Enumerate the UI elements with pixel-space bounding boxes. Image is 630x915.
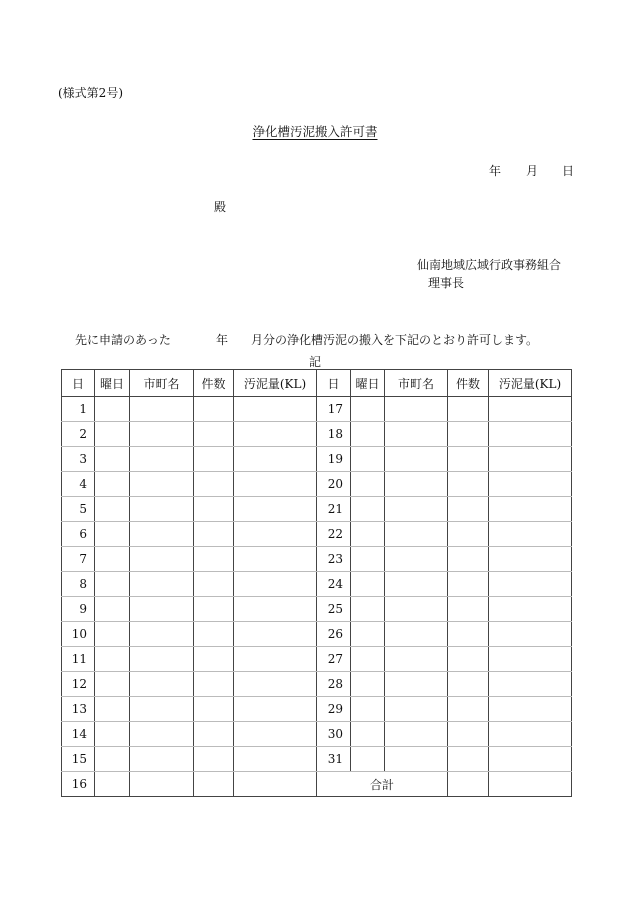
municipality-cell[interactable] [385,722,448,747]
municipality-cell[interactable] [130,622,194,647]
weekday-cell[interactable] [95,522,130,547]
sludge-volume-cell[interactable] [489,597,572,622]
count-cell[interactable] [194,397,234,422]
municipality-cell[interactable] [385,672,448,697]
weekday-cell[interactable] [351,672,385,697]
municipality-cell[interactable] [385,547,448,572]
municipality-cell[interactable] [385,747,448,772]
weekday-cell[interactable] [351,647,385,672]
weekday-cell[interactable] [351,697,385,722]
weekday-cell[interactable] [351,597,385,622]
header-sludge-volume: 汚泥量(KL) [489,370,572,397]
count-cell[interactable] [448,397,489,422]
day-number-cell: 4 [62,472,95,497]
table-row [62,397,572,422]
header-weekday: 曜日 [351,370,385,397]
day-number-cell: 20 [317,472,351,497]
weekday-cell[interactable] [351,397,385,422]
count-cell[interactable] [448,722,489,747]
sludge-volume-cell[interactable] [234,422,317,447]
weekday-cell[interactable] [95,547,130,572]
total-label-cell: 合計 [317,772,448,797]
day-number-cell: 22 [317,522,351,547]
count-cell[interactable] [194,522,234,547]
day-number-cell: 16 [62,772,95,797]
table-row [62,497,572,522]
day-number-cell: 13 [62,697,95,722]
date-month-label: 月 [526,164,539,178]
municipality-cell[interactable] [130,722,194,747]
count-cell[interactable] [448,547,489,572]
table-row [62,747,572,772]
municipality-cell[interactable] [385,472,448,497]
count-cell[interactable] [194,672,234,697]
day-number-cell: 19 [317,447,351,472]
sludge-volume-cell[interactable] [234,772,317,797]
weekday-cell[interactable] [95,497,130,522]
sludge-volume-cell[interactable] [489,472,572,497]
municipality-cell[interactable] [130,497,194,522]
day-number-cell: 23 [317,547,351,572]
header-weekday: 曜日 [95,370,130,397]
count-cell[interactable] [194,722,234,747]
count-cell[interactable] [194,772,234,797]
day-number-cell: 6 [62,522,95,547]
count-cell[interactable] [194,647,234,672]
day-number-cell: 10 [62,622,95,647]
table-row [62,672,572,697]
form-number: (様式第2号) [58,86,123,100]
weekday-cell[interactable] [351,447,385,472]
header-municipality: 市町名 [385,370,448,397]
weekday-cell[interactable] [95,397,130,422]
day-number-cell: 25 [317,597,351,622]
permit-table [61,369,572,797]
count-cell[interactable] [448,572,489,597]
sludge-volume-cell[interactable] [234,522,317,547]
date-day-label: 日 [562,164,575,178]
day-number-cell: 29 [317,697,351,722]
day-number-cell: 2 [62,422,95,447]
day-number-cell: 7 [62,547,95,572]
sludge-volume-cell[interactable] [489,447,572,472]
municipality-cell[interactable] [385,572,448,597]
count-cell[interactable] [194,597,234,622]
weekday-cell[interactable] [351,497,385,522]
weekday-cell[interactable] [95,622,130,647]
municipality-cell[interactable] [130,572,194,597]
sludge-volume-cell[interactable] [489,397,572,422]
day-number-cell: 26 [317,622,351,647]
table-row [62,522,572,547]
sludge-volume-cell[interactable] [489,572,572,597]
sludge-volume-cell[interactable] [234,647,317,672]
municipality-cell[interactable] [385,597,448,622]
weekday-cell[interactable] [351,472,385,497]
day-number-cell: 9 [62,597,95,622]
header-sludge-volume: 汚泥量(KL) [234,370,317,397]
count-cell[interactable] [448,672,489,697]
sludge-volume-cell[interactable] [234,672,317,697]
record-label: 記 [308,355,321,369]
count-cell[interactable] [448,697,489,722]
count-cell[interactable] [194,497,234,522]
day-number-cell: 18 [317,422,351,447]
table-row [62,472,572,497]
table-row [62,697,572,722]
municipality-cell[interactable] [385,397,448,422]
body-text-prefix: 先に申請のあった [75,333,171,347]
weekday-cell[interactable] [95,422,130,447]
sludge-volume-cell[interactable] [489,522,572,547]
sludge-volume-cell[interactable] [234,397,317,422]
table-row [62,772,572,797]
count-cell[interactable] [194,697,234,722]
day-number-cell: 21 [317,497,351,522]
table-row [62,422,572,447]
municipality-cell[interactable] [385,622,448,647]
day-number-cell: 12 [62,672,95,697]
header-count: 件数 [448,370,489,397]
date-year-label: 年 [489,164,502,178]
weekday-cell[interactable] [95,697,130,722]
weekday-cell[interactable] [95,647,130,672]
table-row [62,547,572,572]
weekday-cell[interactable] [95,447,130,472]
sludge-volume-cell[interactable] [234,597,317,622]
municipality-cell[interactable] [130,772,194,797]
day-number-cell: 11 [62,647,95,672]
count-cell[interactable] [448,597,489,622]
table-row [62,722,572,747]
municipality-cell[interactable] [385,447,448,472]
weekday-cell[interactable] [351,547,385,572]
issuer-organization: 仙南地域広域行政事務組合 [417,258,562,272]
header-day: 日 [62,370,95,397]
sludge-volume-cell[interactable] [489,747,572,772]
weekday-cell[interactable] [351,722,385,747]
table-row [62,622,572,647]
day-number-cell: 5 [62,497,95,522]
municipality-cell[interactable] [130,447,194,472]
sludge-volume-cell[interactable] [234,747,317,772]
day-number-cell: 15 [62,747,95,772]
municipality-cell[interactable] [130,747,194,772]
sludge-volume-cell[interactable] [489,497,572,522]
count-cell[interactable] [448,472,489,497]
sludge-volume-cell[interactable] [234,547,317,572]
sludge-volume-cell[interactable] [489,722,572,747]
sludge-volume-cell[interactable] [489,697,572,722]
count-cell[interactable] [194,622,234,647]
count-cell[interactable] [448,622,489,647]
day-number-cell: 28 [317,672,351,697]
sludge-volume-cell[interactable] [489,647,572,672]
municipality-cell[interactable] [385,522,448,547]
count-cell[interactable] [448,647,489,672]
municipality-cell[interactable] [130,397,194,422]
day-number-cell: 27 [317,647,351,672]
header-day: 日 [317,370,351,397]
day-number-cell: 1 [62,397,95,422]
sludge-volume-cell[interactable] [489,622,572,647]
municipality-cell[interactable] [130,672,194,697]
sludge-volume-cell[interactable] [234,572,317,597]
count-cell[interactable] [194,747,234,772]
header-municipality: 市町名 [130,370,194,397]
issuer-position: 理事長 [428,276,465,290]
day-number-cell: 14 [62,722,95,747]
count-cell[interactable] [448,497,489,522]
weekday-cell[interactable] [95,772,130,797]
weekday-cell[interactable] [351,747,385,772]
weekday-cell[interactable] [351,572,385,597]
municipality-cell[interactable] [130,547,194,572]
weekday-cell[interactable] [351,522,385,547]
sludge-volume-cell[interactable] [489,547,572,572]
total-sludge-volume-cell[interactable] [489,772,572,797]
count-cell[interactable] [194,572,234,597]
body-text-year: 年 [216,333,229,347]
weekday-cell[interactable] [351,622,385,647]
sludge-volume-cell[interactable] [234,722,317,747]
weekday-cell[interactable] [95,472,130,497]
table-row [62,647,572,672]
municipality-cell[interactable] [130,472,194,497]
sludge-volume-cell[interactable] [234,472,317,497]
count-cell[interactable] [194,547,234,572]
count-cell[interactable] [194,472,234,497]
municipality-cell[interactable] [385,647,448,672]
document-title [0,122,630,140]
municipality-cell[interactable] [130,522,194,547]
day-number-cell: 8 [62,572,95,597]
municipality-cell[interactable] [385,422,448,447]
municipality-cell[interactable] [130,597,194,622]
sludge-volume-cell[interactable] [234,447,317,472]
total-count-cell[interactable] [448,772,489,797]
header-count: 件数 [194,370,234,397]
document-title-text: 浄化槽汚泥搬入許可書 [252,124,378,139]
count-cell[interactable] [448,522,489,547]
count-cell[interactable] [448,422,489,447]
body-text-rest: 月分の浄化槽汚泥の搬入を下記のとおり許可します。 [251,333,539,347]
municipality-cell[interactable] [385,697,448,722]
municipality-cell[interactable] [130,647,194,672]
sludge-volume-cell[interactable] [234,497,317,522]
municipality-cell[interactable] [385,497,448,522]
table-header-row [62,370,572,397]
sludge-volume-cell[interactable] [234,697,317,722]
count-cell[interactable] [194,447,234,472]
weekday-cell[interactable] [95,572,130,597]
day-number-cell: 17 [317,397,351,422]
sludge-volume-cell[interactable] [489,422,572,447]
weekday-cell[interactable] [95,597,130,622]
count-cell[interactable] [194,422,234,447]
count-cell[interactable] [448,447,489,472]
day-number-cell: 3 [62,447,95,472]
municipality-cell[interactable] [130,697,194,722]
sludge-volume-cell[interactable] [489,672,572,697]
weekday-cell[interactable] [95,672,130,697]
municipality-cell[interactable] [130,422,194,447]
weekday-cell[interactable] [95,747,130,772]
table-row [62,597,572,622]
weekday-cell[interactable] [351,422,385,447]
day-number-cell: 31 [317,747,351,772]
table-row [62,447,572,472]
weekday-cell[interactable] [95,722,130,747]
sludge-volume-cell[interactable] [234,622,317,647]
addressee-honorific: 殿 [214,200,227,214]
table-row [62,572,572,597]
count-cell[interactable] [448,747,489,772]
day-number-cell: 30 [317,722,351,747]
day-number-cell: 24 [317,572,351,597]
